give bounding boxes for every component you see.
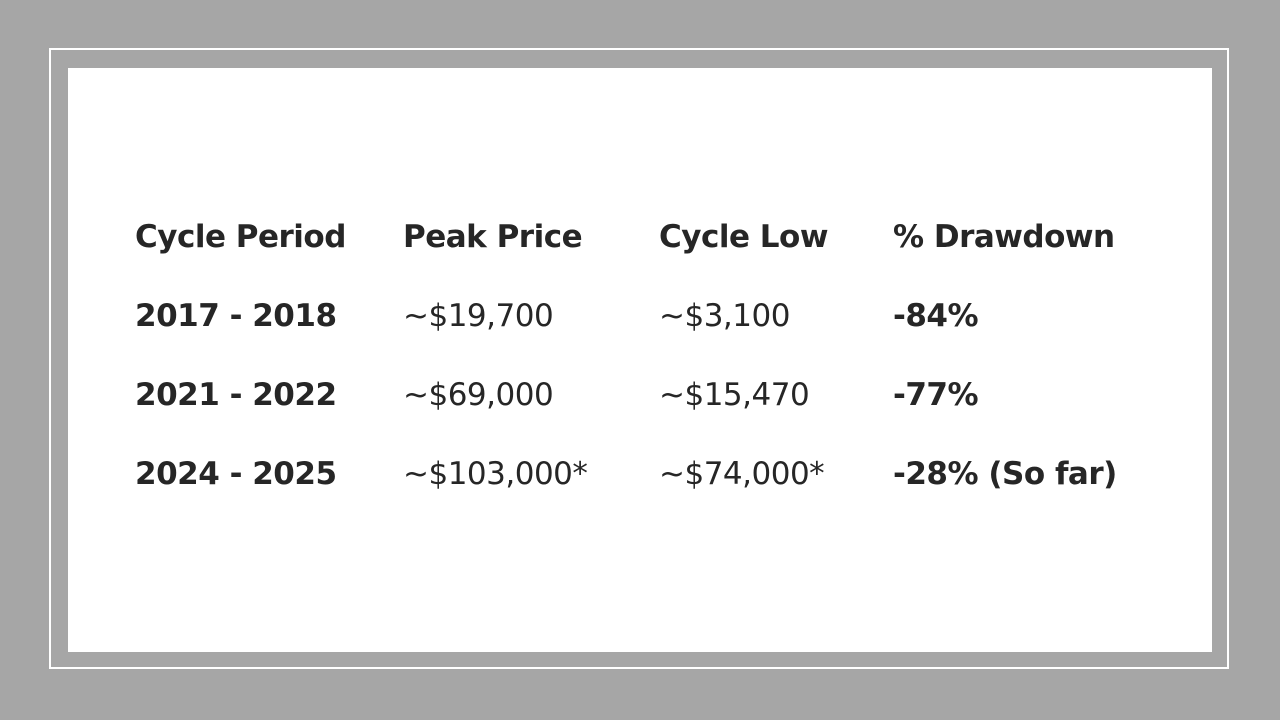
peak-price-cell: ~$69,000: [403, 377, 554, 413]
cycle-low-cell: ~$74,000*: [659, 456, 825, 492]
cycle-period-cell: 2024 - 2025: [135, 456, 337, 492]
header-cycle-period: Cycle Period: [135, 219, 346, 255]
drawdown-cell: -28% (So far): [893, 456, 1117, 492]
drawdown-cell: -77%: [893, 377, 979, 413]
table-row: [135, 456, 1193, 535]
table-row: [135, 298, 1193, 377]
cycle-period-cell: 2021 - 2022: [135, 377, 337, 413]
peak-price-cell: ~$19,700: [403, 298, 554, 334]
cycle-low-cell: ~$3,100: [659, 298, 790, 334]
table-row: [135, 377, 1193, 456]
peak-price-cell: ~$103,000*: [403, 456, 588, 492]
header-peak-price: Peak Price: [403, 219, 583, 255]
cycle-period-cell: 2017 - 2018: [135, 298, 337, 334]
content-panel: [68, 68, 1212, 652]
cycle-low-cell: ~$15,470: [659, 377, 810, 413]
header-drawdown: % Drawdown: [893, 219, 1115, 255]
table-header-row: [135, 219, 1193, 298]
drawdown-table: [135, 219, 1193, 535]
drawdown-cell: -84%: [893, 298, 979, 334]
header-cycle-low: Cycle Low: [659, 219, 828, 255]
